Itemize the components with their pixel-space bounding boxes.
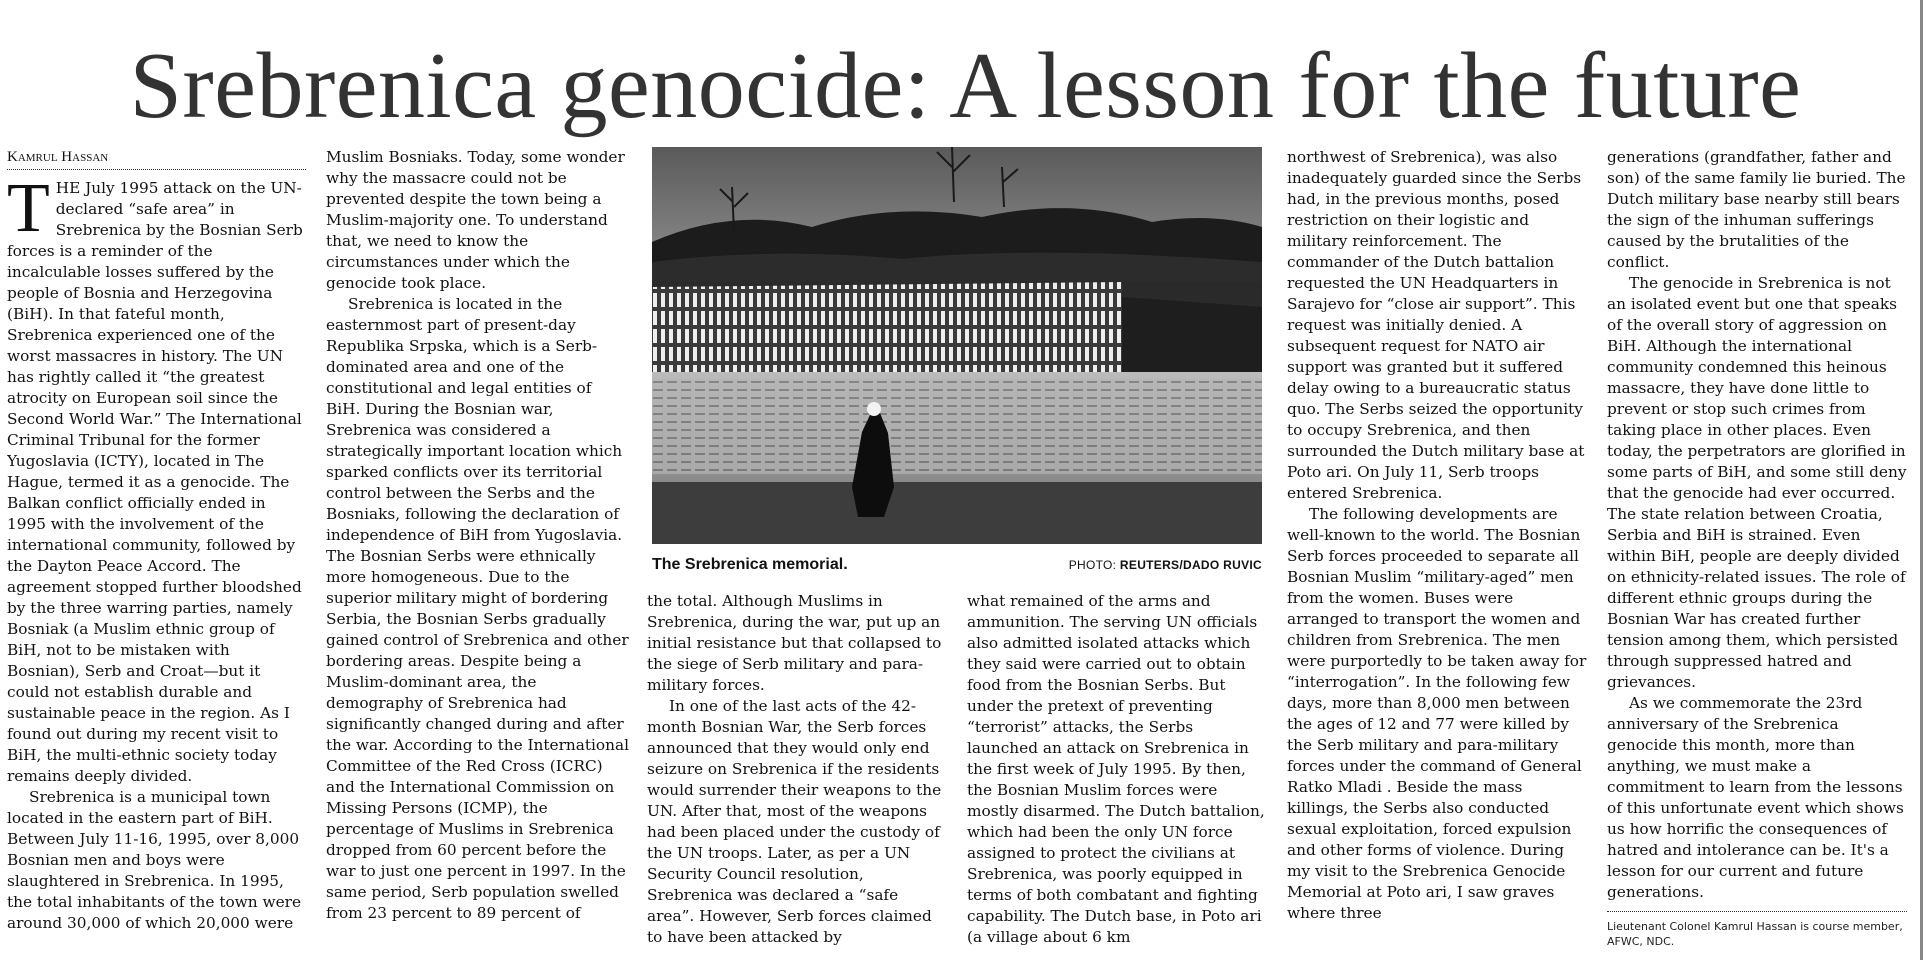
article-column-3 — [647, 591, 947, 951]
photo-credit-label: PHOTO: — [1068, 558, 1117, 572]
paragraph: the total. Although Muslims in Srebrenica, during the war, put up an initial resistance but that collapsed to the siege of Serb military and para-military forces. — [647, 592, 942, 694]
paragraph: generations (grandfather, father and son) of the same family lie buried. The Dutch military base nearby still bears the sign of the inhuman sufferings caused by the brutalities of the conflict. — [1607, 148, 1906, 271]
paragraph-text: HE July 1995 attack on the UN-declared “safe area” in Srebrenica by the Bosnian Serb forces is a reminder of the incalculable losses suffered by the people of Bosnia and Herzegovina (BiH). In that fateful month, Srebrenica experienced one of the worst massacres in history. The UN has rightly called it “the greatest atrocity on European soil since the Second World War.” The International Criminal Tribunal for the former Yugoslavia (ICTY), located in The Hague, termed it as a genocide. The Balkan conflict officially ended in 1995 with the involvement of the international community, followed by the Dayton Peace Accord. The agreement stopped further bloodshed by the three warring parties, namely Bosniak (a Muslim ethnic group of BiH, not to be mistaken with Bosnian), Serb and Croat—but it could not establish durable and sustainable peace in the region. As I found out during my recent visit to BiH, the multi-ethnic society today remains deeply divided. — [7, 179, 303, 785]
paragraph: northwest of Srebrenica), was also inadequately guarded since the Serbs had, in the previous months, posed restriction on their logistic and military reinforcement. The commander of the Dutch battalion requested the UN Headquarters in Sarajevo for “close air support”. This request was initially denied. A subsequent request for NATO air support was granted but it suffered delay owing to a bureaucratic status quo. The Serbs seized the opportunity to occupy Srebrenica, and then surrounded the Dutch military base at Poto ari. On July 11, Serb troops entered Srebrenica. — [1287, 148, 1585, 502]
paragraph: As we commemorate the 23rd anniversary of the Srebrenica genocide this month, more than anything, we must make a commitment to learn from the lessons of this unfortunate event which shows us how horrific the consequences of hatred and intolerance can be. It's a lesson for our current and future generations. — [1607, 694, 1904, 901]
article-column-5 — [1287, 147, 1587, 947]
article-column-2 — [326, 147, 629, 947]
article-column-1 — [7, 147, 306, 947]
paragraph: In one of the last acts of the 42-month Bosnian War, the Serb forces announced that they would only end seizure on Srebrenica if the residents would surrender their weapons to the UN. After that, most of the weapons had been placed under the custody of the UN troops. Later, as per a UN Security Council resolution, Srebrenica was declared a “safe area”. However, Serb forces claimed to have been attacked by — [647, 697, 942, 946]
paragraph: Srebrenica is located in the easternmost part of present-day Republika Srpska, which is a Serb-dominated area and one of the constitutional and legal entities of BiH. During the Bosnian war, Srebrenica was considered a strategically important location which sparked conflicts over its territorial control between the Serbs and the Bosniaks, following the declaration of independence of BiH from Yugoslavia. The Bosnian Serbs were ethnically more homogeneous. Due to the superior military might of bordering Serbia, the Bosnian Serbs gradually gained control of Srebrenica and other bordering areas. Despite being a Muslim-dominant area, the demography of Srebrenica had significantly changed during and after the war. According to the International Committee of the Red Cross (ICRC) and the International Commission on Missing Persons (ICMP), the percentage of Muslims in Srebrenica dropped from 60 percent before the war to just one percent in 1997. In the same period, Serb population swelled from 23 percent to 89 percent of — [326, 295, 629, 922]
photo-credit — [1069, 558, 1262, 572]
memorial-photo-image — [652, 147, 1262, 544]
byline: Kamrul Hassan — [7, 147, 306, 170]
paragraph: what remained of the arms and ammunition. The serving UN officials also admitted isolated attacks which they said were carried out to obtain food from the Bosnian Serbs. But under the pretext of preventing “terrorist” attacks, the Serbs launched an attack on Srebrenica in the first week of July 1995. By then, the Bosnian Muslim forces were mostly disarmed. The Dutch battalion, which had been the only UN force assigned to protect the civilians at Srebrenica, was poorly equipped in terms of both combatant and fighting capability. The Dutch base, in Poto ari (a village about 6 km — [967, 592, 1265, 946]
article-column-6 — [1607, 147, 1907, 947]
page-edge-rule — [1920, 0, 1923, 960]
author-bio-rule — [1607, 911, 1907, 947]
paragraph: Muslim Bosniaks. Today, some wonder why the massacre could not be prevented despite the town being a Muslim-majority one. To understand that, we need to know the circumstances under which the genocide took place. — [326, 148, 625, 292]
paragraph: The genocide in Srebrenica is not an isolated event but one that speaks of the overall story of aggression on BiH. Although the international community condemned this heinous massacre, they have done little to prevent or stop such crimes from taking place in other places. Even today, the perpetrators are glorified in some parts of BiH, and some still deny that the genocide had ever occurred. The state relation between Croatia, Serbia and BiH is strained. Even within BiH, people are deeply divided on ethnicity-related issues. The role of different ethnic groups during the Bosnian War has created further tension among them, which persisted through suppressed hatred and grievances. — [1607, 274, 1907, 691]
paragraph — [7, 170, 306, 787]
drop-cap: T — [7, 170, 50, 247]
article-column-4 — [967, 591, 1266, 951]
memorial-photo — [652, 147, 1262, 544]
photo-caption: The Srebrenica memorial. — [652, 556, 848, 573]
author-bio: Lieutenant Colonel Kamrul Hassan is course member, AFWC, NDC. — [1607, 920, 1903, 947]
paragraph: The following developments are well-known to the world. The Bosnian Serb forces proceeded to separate all Bosnian Muslim “military-aged” men from the women. Buses were arranged to transport the women and children from Srebrenica. The men were purportedly to be taken away for “interrogation”. In the following few days, more than 8,000 men between the ages of 12 and 77 were killed by the Serb military and para-military forces under the command of General Ratko Mladi . Beside the mass killings, the Serbs also conducted sexual exploitation, forced expulsion and other forms of violence. During my visit to the Srebrenica Genocide Memorial at Poto ari, I saw graves where three — [1287, 505, 1587, 922]
headline: Srebrenica genocide: A lesson for the future — [129, 34, 1802, 138]
paragraph: Srebrenica is a municipal town located in the eastern part of BiH. Between July 11-16, 1995, over 8,000 Bosnian men and boys were slaughtered in Srebrenica. In 1995, the total inhabitants of the town were around 30,000 of which 20,000 were — [7, 788, 301, 932]
photo-credit-name: REUTERS/DADO RUVIC — [1119, 558, 1262, 572]
photo-caption-bar — [652, 553, 1262, 577]
